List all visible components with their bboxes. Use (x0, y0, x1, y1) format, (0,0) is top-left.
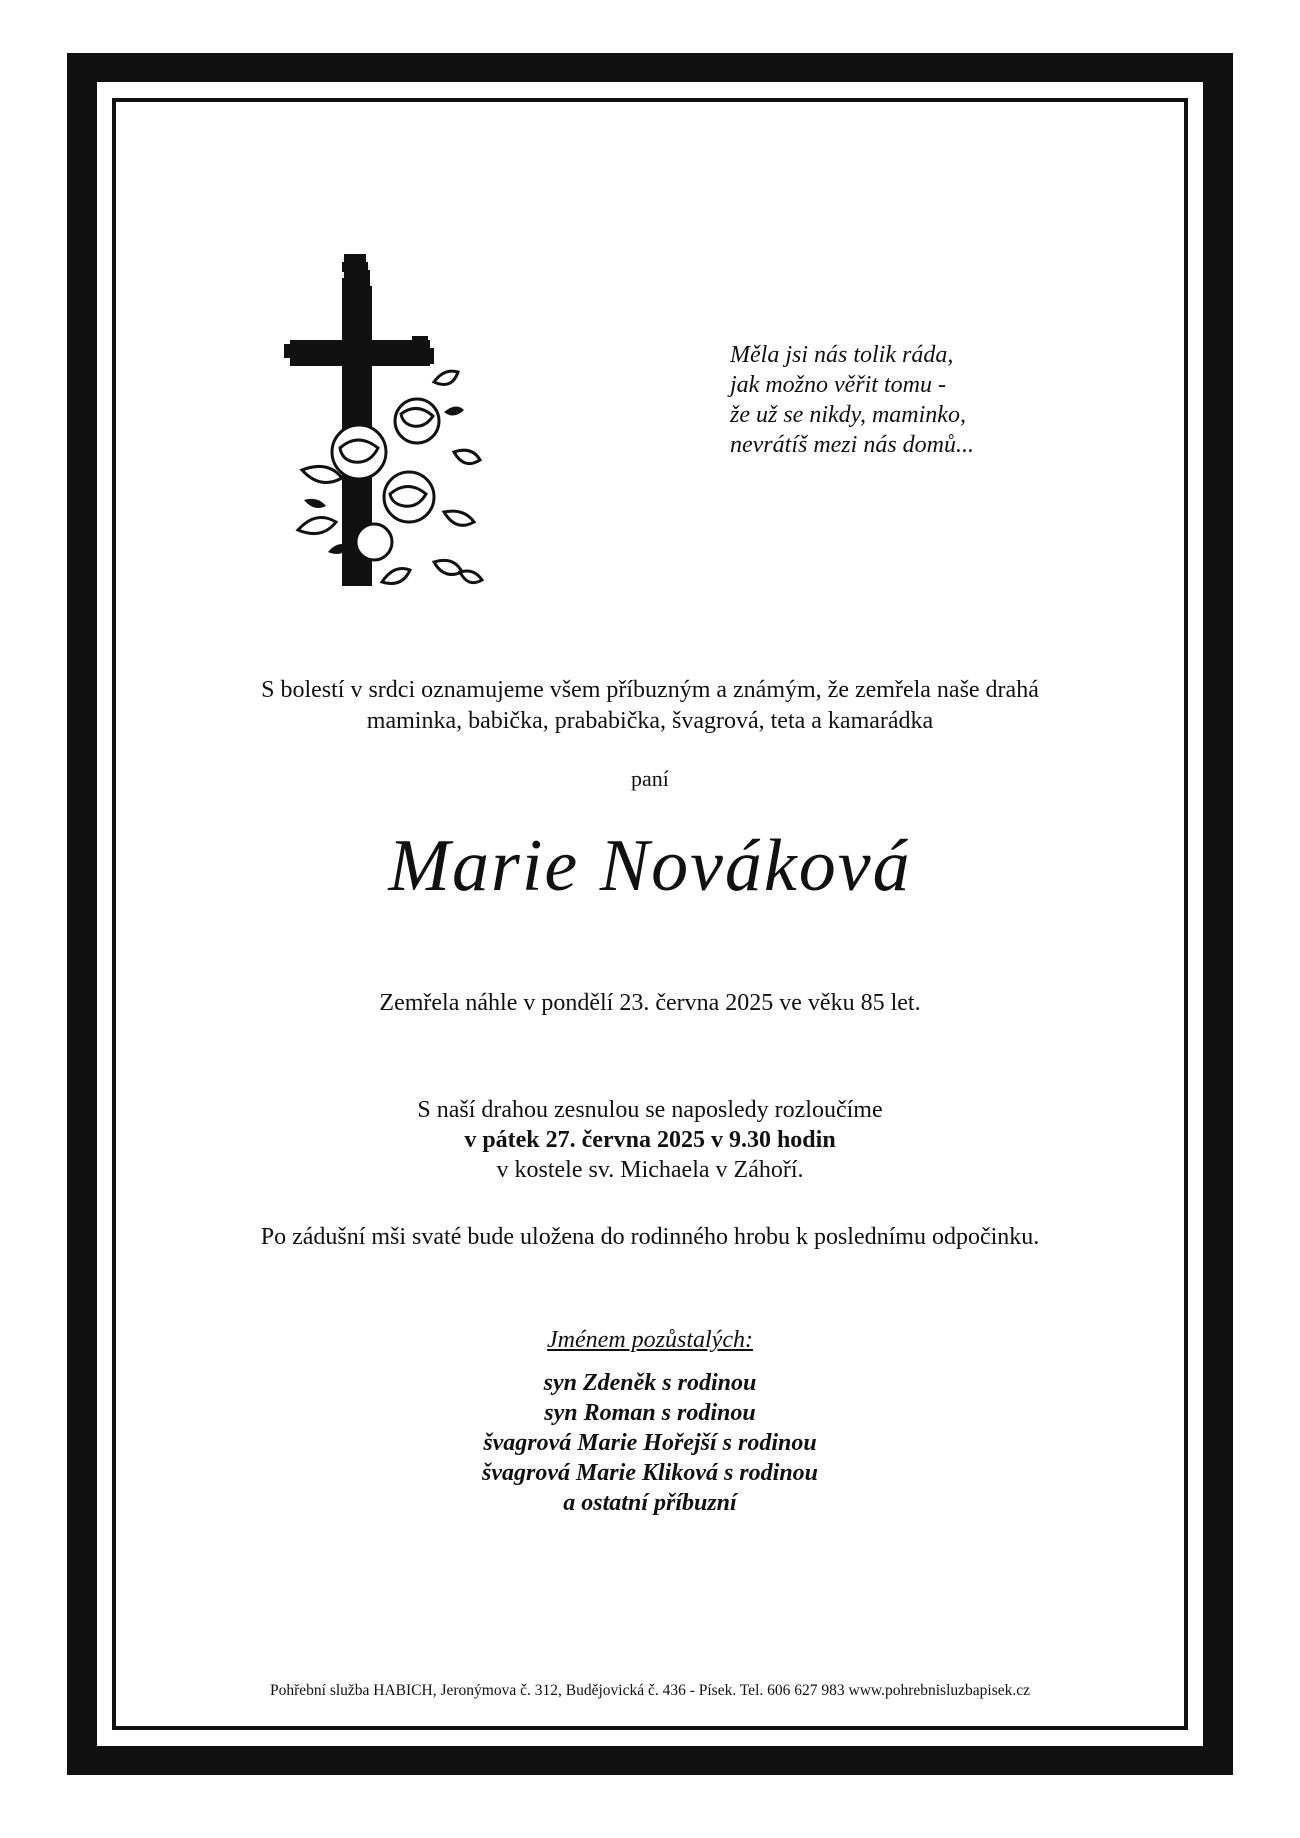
signatory: syn Zdeněk s rodinou (543, 1370, 757, 1396)
poem-line: nevrátíš mezi nás domů... (730, 432, 974, 458)
announcement-line: maminka, babička, prababička, švagrová, teta a kamarádka (366, 708, 934, 734)
memorial-poem (730, 340, 974, 460)
farewell-location: v kostele sv. Michaela v Záhoří. (496, 1157, 804, 1183)
farewell-date-time: v pátek 27. června 2025 v 9.30 hodin (464, 1127, 836, 1153)
poem-line: že už se nikdy, maminko, (730, 402, 966, 428)
poem-line: Měla jsi nás tolik ráda, (730, 342, 954, 368)
signatory: syn Roman s rodinou (544, 1400, 756, 1426)
poem-line: jak možno věřit tomu - (730, 372, 946, 398)
signatory: a ostatní příbuzní (563, 1490, 737, 1516)
announcement-text (116, 675, 1184, 737)
signatory: švagrová Marie Kliková s rodinou (481, 1460, 819, 1486)
signatories-heading: Jménem pozůstalých: (547, 1327, 753, 1353)
death-notice: Zemřela náhle v pondělí 23. června 2025 ve věku 85 let. (379, 990, 921, 1016)
signatories-list (116, 1368, 1184, 1518)
title-prefix: paní (631, 766, 669, 791)
farewell-details (116, 1095, 1184, 1185)
funeral-service-footer: Pohřební služba HABICH, Jeronýmova č. 312, Budějovická č. 436 - Písek. Tel. 606 627 983 www.pohrebnisluzbapisek.cz (269, 1682, 1030, 1699)
notice-page (116, 102, 1184, 1726)
announcement-line: S bolestí v srdci oznamujeme všem příbuzným a známým, že zemřela naše drahá (261, 677, 1039, 703)
signatory: švagrová Marie Hořejší s rodinou (483, 1430, 817, 1456)
burial-note: Po zádušní mši svaté bude uložena do rodinného hrobu k poslednímu odpočinku. (260, 1224, 1040, 1250)
farewell-line: S naší drahou zesnulou se naposledy rozloučíme (417, 1097, 883, 1123)
cross-with-roses-icon (284, 252, 500, 600)
deceased-name: Marie Nováková (388, 825, 912, 907)
